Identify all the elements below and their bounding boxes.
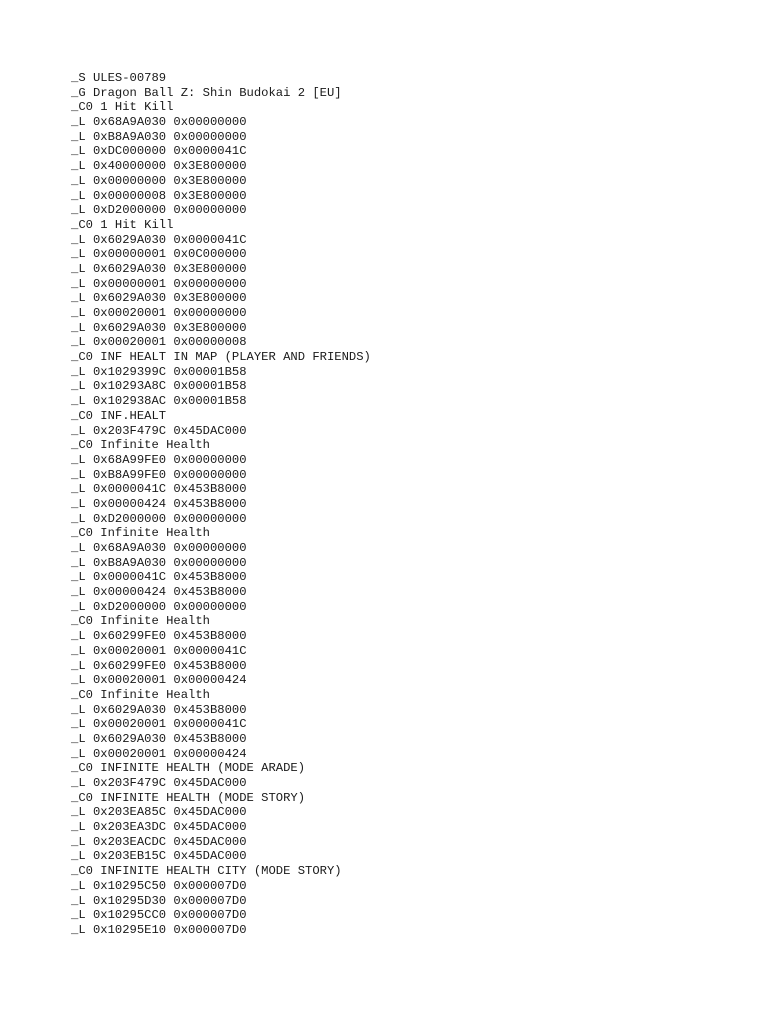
- game-serial-line: _S ULES-00789: [71, 71, 167, 85]
- cheat-name-line: _C0 1 Hit Kill: [71, 100, 174, 115]
- cheat-code-line: _L 0x203F479C 0x45DAC000: [71, 776, 247, 790]
- cheat-code-line: _L 0xB8A9A030 0x00000000: [71, 129, 247, 144]
- cheat-name-line: _C0 1 Hit Kill: [71, 217, 174, 232]
- cheat-code-line: _L 0x203EA85C 0x45DAC000: [71, 805, 247, 820]
- cheat-code-line: _L 0x10295CC0 0x000007D0: [71, 908, 247, 923]
- cheat-code-line: _L 0x0000041C 0x453B8000: [71, 482, 247, 497]
- cheat-code-line: _L 0xD2000000 0x00000000: [71, 203, 247, 218]
- cheat-code-line: _L 0x00020001 0x0000041C: [71, 717, 247, 732]
- cheat-code-line: _L 0x60299FE0 0x453B8000: [71, 658, 247, 673]
- cheat-code-line: _L 0x203EACDC 0x45DAC000: [71, 834, 247, 849]
- cheat-code-line: _L 0x6029A030 0x3E800000: [71, 261, 247, 276]
- cheat-code-line: _L 0x102938AC 0x00001B58: [71, 394, 247, 409]
- cheat-code-line: _L 0x00020001 0x00000008: [71, 335, 247, 350]
- cheat-code-line: _L 0x1029399C 0x00001B58: [71, 364, 247, 379]
- cheat-code-line: _L 0x00000424 0x453B8000: [71, 585, 247, 600]
- cheat-code-line: _L 0x00000424 0x453B8000: [71, 496, 247, 511]
- cheat-code-line: _L 0x6029A030 0x3E800000: [71, 291, 247, 306]
- cheat-name-line: _C0 INFINITE HEALTH CITY (MODE STORY): [71, 864, 342, 879]
- cheat-name-line: _C0 Infinite Health: [71, 526, 210, 541]
- cheat-code-line: _L 0x00000001 0x00000000: [71, 276, 247, 291]
- cheat-code-line: _L 0x00020001 0x00000000: [71, 306, 247, 320]
- cheat-code-line: _L 0x40000000 0x3E800000: [71, 159, 247, 174]
- cheat-code-line: _L 0x6029A030 0x0000041C: [71, 232, 247, 247]
- cheat-name-line: _C0 Infinite Health: [71, 687, 210, 702]
- cheat-code-line: _L 0x10295D30 0x000007D0: [71, 893, 247, 908]
- cheat-code-line: _L 0x68A99FE0 0x00000000: [71, 452, 247, 467]
- cheat-code-line: _L 0x10293A8C 0x00001B58: [71, 379, 247, 394]
- cheat-name-line: _C0 INF HEALT IN MAP (PLAYER AND FRIENDS): [71, 350, 371, 365]
- cheat-code-line: _L 0x203EB15C 0x45DAC000: [71, 849, 247, 864]
- cheat-name-line: _C0 Infinite Health: [71, 614, 210, 629]
- cheat-name-line: _C0 Infinite Health: [71, 438, 210, 453]
- cheat-code-line: _L 0x00020001 0x0000041C: [71, 643, 247, 658]
- cheat-code-line: _L 0x6029A030 0x3E800000: [71, 320, 247, 335]
- cheat-code-line: _L 0x203EA3DC 0x45DAC000: [71, 820, 247, 835]
- cheat-code-line: _L 0x0000041C 0x453B8000: [71, 570, 247, 585]
- cheat-name-line: _C0 INFINITE HEALTH (MODE ARADE): [71, 761, 306, 776]
- cheat-code-line: _L 0xDC000000 0x0000041C: [71, 144, 247, 159]
- cheat-name-line: _C0 INF.HEALT: [71, 408, 167, 423]
- cheat-code-line: _L 0x00000001 0x0C000000: [71, 247, 247, 262]
- cheat-code-line: _L 0xB8A99FE0 0x00000000: [71, 467, 247, 482]
- cheat-code-line: _L 0x00020001 0x00000424: [71, 673, 247, 688]
- game-title-line: _G Dragon Ball Z: Shin Budokai 2 [EU]: [71, 85, 342, 100]
- cheat-name-line: _C0 INFINITE HEALTH (MODE STORY): [71, 790, 306, 805]
- cheat-code-line: _L 0x00000000 0x3E800000: [71, 173, 247, 188]
- cheat-code-line: _L 0x10295E10 0x000007D0: [71, 922, 247, 937]
- cheat-code-document: [71, 71, 751, 938]
- cheat-code-line: _L 0x6029A030 0x453B8000: [71, 702, 247, 717]
- cheat-code-line: _L 0x60299FE0 0x453B8000: [71, 629, 247, 644]
- cheat-code-line: _L 0x203F479C 0x45DAC000: [71, 423, 247, 438]
- cheat-code-line: _L 0x68A9A030 0x00000000: [71, 115, 247, 130]
- cheat-code-line: _L 0xD2000000 0x00000000: [71, 599, 247, 614]
- cheat-code-line: _L 0x6029A030 0x453B8000: [71, 731, 247, 746]
- cheat-code-line: _L 0x10295C50 0x000007D0: [71, 878, 247, 893]
- cheat-code-line: _L 0xB8A9A030 0x00000000: [71, 555, 247, 570]
- cheat-code-line: _L 0x00020001 0x00000424: [71, 746, 247, 761]
- cheat-code-line: _L 0x68A9A030 0x00000000: [71, 541, 247, 555]
- cheat-code-line: _L 0xD2000000 0x00000000: [71, 511, 247, 526]
- cheat-code-line: _L 0x00000008 0x3E800000: [71, 188, 247, 203]
